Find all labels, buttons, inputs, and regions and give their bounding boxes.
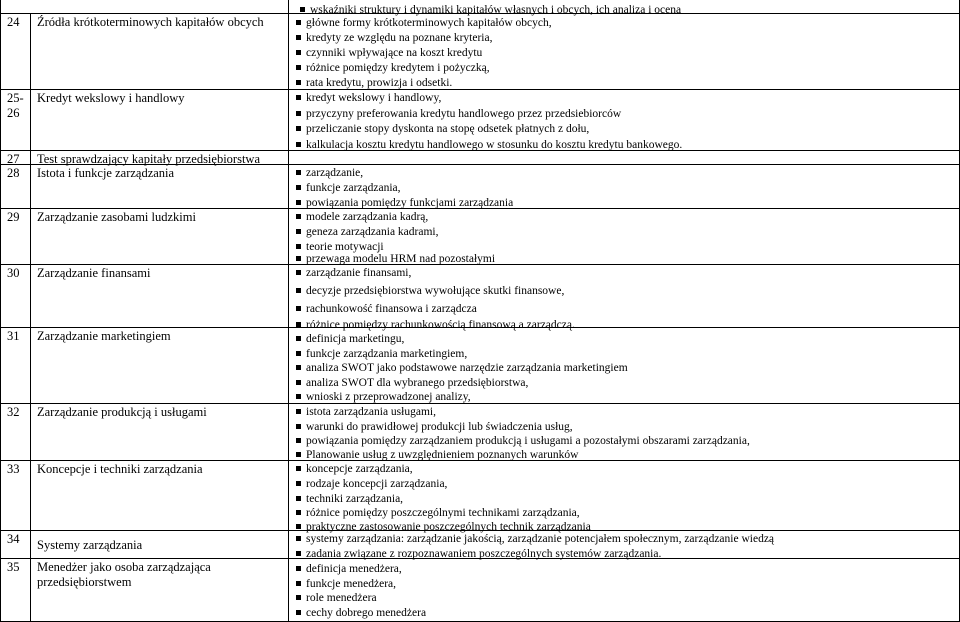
bullet-icon (300, 7, 305, 12)
bullet-icon (296, 244, 301, 249)
topic-item (296, 448, 578, 462)
bullet-icon (296, 595, 301, 600)
topic-item (296, 138, 682, 152)
topic-item (296, 506, 580, 520)
topic-item-text: analiza SWOT jako podstawowe narzędzie zarządzania marketingiem (306, 362, 628, 374)
topic-item-text: funkcje zarządzania marketingiem, (306, 348, 468, 360)
topic-item-text: teorie motywacji (306, 241, 384, 253)
topic-item (296, 376, 528, 390)
lesson-number: 24 (7, 15, 20, 29)
topic-item-text: analiza SWOT dla wybranego przedsiębiorstwa, (306, 377, 529, 389)
lesson-number: 33 (7, 462, 20, 476)
bullet-icon (296, 394, 301, 399)
bullet-icon (296, 229, 301, 234)
topic-item-text: funkcje menedżera, (306, 578, 397, 590)
topic-item-text: różnice pomiędzy kredytem i pożyczką, (306, 62, 490, 74)
topic-item (296, 122, 589, 136)
topic-item-text: zadania związane z rozpoznawaniem poszczególnych systemów zarządzania. (306, 548, 662, 560)
topic-item (296, 31, 492, 45)
topic-item-text: wnioski z przeprowadzonej analizy, (306, 391, 471, 403)
topic-item-text: wskaźniki struktury i dynamiki kapitałów własnych i obcych, ich analiza i ocena (310, 4, 682, 16)
bullet-icon (296, 288, 301, 293)
topic-item-text: kredyt wekslowy i handlowy, (306, 92, 442, 104)
topic-item (296, 107, 621, 121)
bullet-icon (296, 126, 301, 131)
bullet-icon (296, 170, 301, 175)
lesson-topic: Systemy zarządzania (37, 538, 143, 552)
lesson-number: 32 (7, 405, 20, 419)
lesson-number: 27 (7, 152, 20, 166)
lesson-number: 31 (7, 329, 20, 343)
bullet-icon (296, 452, 301, 457)
topic-item (296, 252, 495, 266)
topic-item-text: modele zarządzania kadrą, (306, 211, 429, 223)
topic-item-text: zarządzanie finansami, (306, 267, 412, 279)
topic-item-text: przyczyny preferowania kredytu handlowego przez przedsiebiorców (306, 108, 622, 120)
bullet-icon (296, 380, 301, 385)
topic-item (296, 61, 490, 75)
bullet-icon (296, 566, 301, 571)
topic-item-text: rachunkowość finansowa i zarządcza (306, 303, 477, 315)
bullet-icon (296, 536, 301, 541)
bullet-icon (296, 610, 301, 615)
lesson-number: 28 (7, 166, 20, 180)
topic-item-text: decyzje przedsiębiorstwa wywołujące skutki finansowe, (306, 285, 565, 297)
bullet-icon (296, 424, 301, 429)
bullet-icon (296, 50, 301, 55)
topic-item (296, 577, 396, 591)
bullet-icon (296, 270, 301, 275)
topic-item-text: kredyty ze względu na poznane kryteria, (306, 32, 493, 44)
lesson-topic: Źródła krótkoterminowych kapitałów obcych (37, 15, 264, 29)
topic-item-text: funkcje zarządzania, (306, 182, 401, 194)
bullet-icon (296, 524, 301, 529)
topic-item-text: przeliczanie stopy dyskonta na stopę odsetek płatnych z dołu, (306, 123, 590, 135)
topic-item (296, 347, 467, 361)
lesson-number: 29 (7, 210, 20, 224)
lesson-number: 34 (7, 532, 20, 546)
bullet-icon (296, 80, 301, 85)
topic-item (296, 181, 401, 195)
topic-item (296, 210, 428, 224)
lesson-topic: Menedżer jako osoba zarządzająca przedsiębiorstwem (37, 560, 211, 589)
bullet-icon (296, 111, 301, 116)
topic-item-text: czynniki wpływające na koszt kredytu (306, 47, 483, 59)
topic-item (296, 477, 447, 491)
topic-item (296, 420, 573, 434)
bullet-icon (296, 496, 301, 501)
topic-item-text: systemy zarządzania: zarządzanie jakością, zarządzanie potencjałem społecznym, zarządzanie wiedzą (306, 533, 775, 545)
bullet-icon (296, 20, 301, 25)
topic-item (296, 492, 403, 506)
topic-item-text: rodzaje koncepcji zarządzania, (306, 478, 448, 490)
topic-item (296, 166, 363, 180)
bullet-icon (296, 351, 301, 356)
column-divider (30, 13, 31, 622)
lesson-topic: Zarządzanie finansami (37, 266, 151, 280)
topic-item (296, 462, 413, 476)
topic-item (296, 562, 402, 576)
topic-item-text: definicja menedżera, (306, 563, 402, 575)
lesson-topic: Test sprawdzający kapitały przedsiębiorstwa (37, 152, 260, 166)
column-divider (288, 0, 289, 622)
topic-item (296, 302, 477, 316)
topic-item (296, 405, 436, 419)
topic-item (296, 390, 471, 404)
bullet-icon (296, 510, 301, 515)
lesson-number: 30 (7, 266, 20, 280)
topic-item-text: istota zarządzania usługami, (306, 406, 436, 418)
topic-item (300, 3, 681, 17)
lesson-topic: Zarządzanie marketingiem (37, 329, 171, 343)
topic-item-text: powiązania pomiędzy funkcjami zarządzania (306, 197, 514, 209)
column-divider (0, 0, 1, 622)
topic-item (296, 16, 552, 30)
topic-item (296, 318, 575, 332)
topic-item (296, 434, 750, 448)
topic-item (296, 46, 482, 60)
topic-item-text: główne formy krótkoterminowych kapitałów obcych, (306, 17, 552, 29)
bullet-icon (296, 185, 301, 190)
topic-item (296, 196, 513, 210)
bullet-icon (296, 466, 301, 471)
topic-item-text: warunki do prawidłowej produkcji lub świadczenia usług, (306, 421, 573, 433)
topic-item-text: koncepcje zarządzania, (306, 463, 413, 475)
lesson-topic: Kredyt wekslowy i handlowy (37, 91, 185, 105)
lesson-topic: Koncepcje i techniki zarządzania (37, 462, 203, 476)
topic-item-text: powiązania pomiędzy zarządzaniem produkcją i usługami a pozostałymi obszarami zarządzania, (306, 435, 750, 447)
topic-item (296, 591, 377, 605)
bullet-icon (296, 95, 301, 100)
topic-item (296, 225, 438, 239)
bullet-icon (296, 65, 301, 70)
bullet-icon (296, 551, 301, 556)
lesson-number: 35 (7, 560, 20, 574)
bullet-icon (296, 256, 301, 261)
topic-item-text: różnice pomiędzy rachunkowością finansową a zarządczą. (306, 319, 575, 331)
lesson-number: 25- 26 (7, 91, 24, 120)
bullet-icon (296, 581, 301, 586)
bullet-icon (296, 365, 301, 370)
bullet-icon (296, 409, 301, 414)
topic-item-text: Planowanie usług z uwzględnieniem poznanych warunków (306, 449, 579, 461)
topic-item-text: geneza zarządzania kadrami, (306, 226, 439, 238)
topic-item (296, 361, 628, 375)
bullet-icon (296, 306, 301, 311)
row-divider (0, 403, 960, 404)
topic-item (296, 606, 426, 620)
lesson-topic: Zarządzanie zasobami ludzkimi (37, 210, 196, 224)
topic-item-text: cechy dobrego menedżera (306, 607, 427, 619)
topic-item (296, 547, 661, 561)
topic-item-text: role menedżera (306, 592, 377, 604)
bullet-icon (296, 35, 301, 40)
topic-item-text: rata kredytu, prowizja i odsetki. (306, 77, 453, 89)
topic-item-text: techniki zarządzania, (306, 493, 404, 505)
topic-item-text: kalkulacja kosztu kredytu handlowego w stosunku do kosztu kredytu bankowego. (306, 139, 683, 151)
bullet-icon (296, 214, 301, 219)
lesson-topic: Zarządzanie produkcją i usługami (37, 405, 207, 419)
topic-item (296, 91, 441, 105)
topic-item (296, 332, 404, 346)
topic-item-text: praktyczne zastosowanie poszczególnych technik zarządzania (306, 521, 591, 533)
topic-item-text: różnice pomiędzy poszczególnymi technikami zarządzania, (306, 507, 580, 519)
bullet-icon (296, 336, 301, 341)
bullet-icon (296, 322, 301, 327)
topic-item (296, 284, 564, 298)
bullet-icon (296, 142, 301, 147)
topic-item-text: zarządzanie, (306, 167, 364, 179)
topic-item-text: przewaga modelu HRM nad pozostałymi (306, 253, 496, 265)
bullet-icon (296, 481, 301, 486)
bullet-icon (296, 438, 301, 443)
topic-item-text: definicja marketingu, (306, 333, 405, 345)
lesson-topic: Istota i funkcje zarządzania (37, 166, 175, 180)
topic-item (296, 76, 452, 90)
bullet-icon (296, 200, 301, 205)
row-divider (0, 89, 960, 90)
topic-item (296, 532, 774, 546)
topic-item (296, 266, 411, 280)
